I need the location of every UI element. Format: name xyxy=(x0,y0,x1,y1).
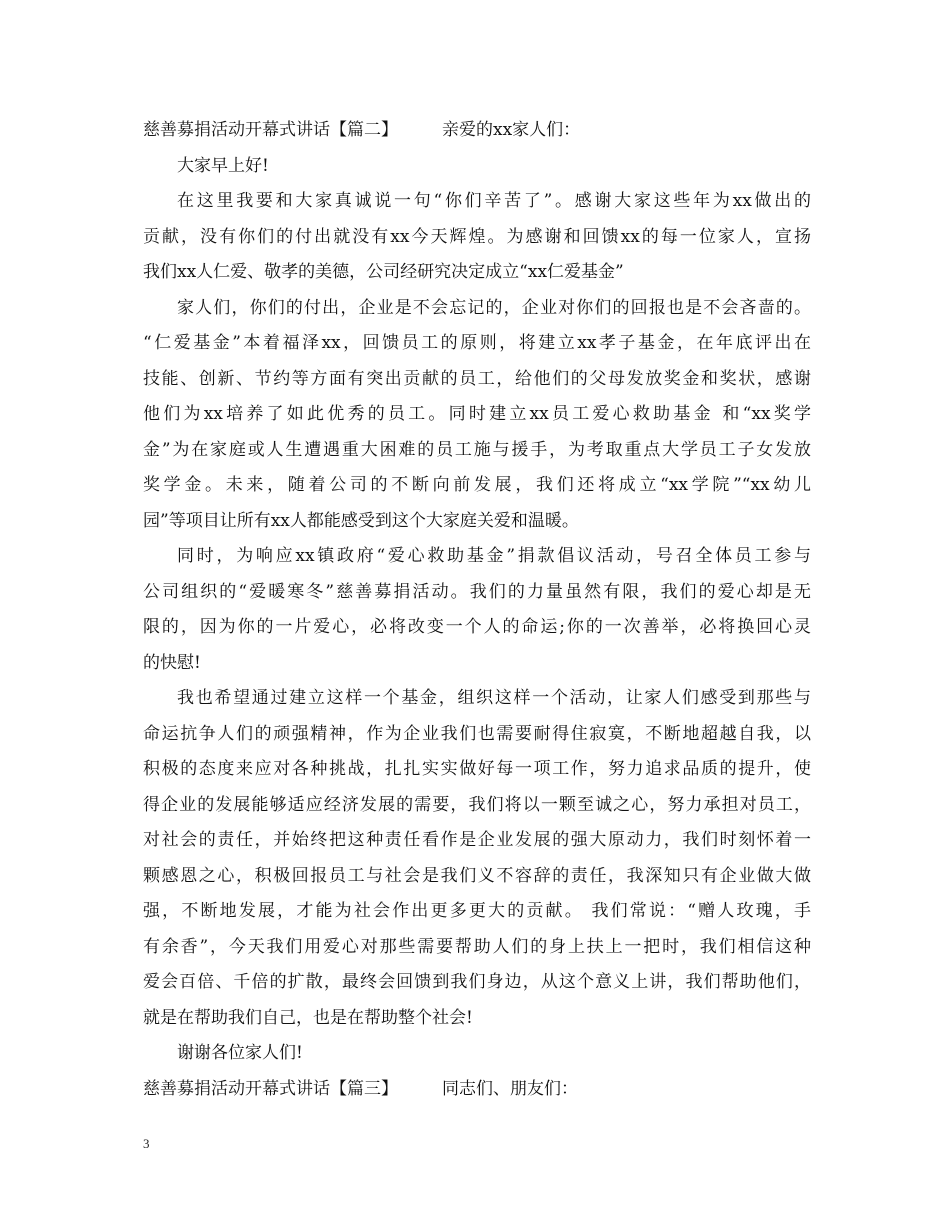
section-heading: 慈善募捐活动开幕式讲话【篇三】 xyxy=(143,1078,398,1099)
paragraph-line: 对社会的责任，并始终把这种责任看作是企业发展的强大原动力，我们时刻怀着一 xyxy=(143,830,811,850)
paragraph-line: 就是在帮助我们自己，也是在帮助整个社会! xyxy=(143,1007,473,1028)
paragraph-line: 奖学金。未来，随着公司的不断向前发展，我们还将成立“xx学院”“xx幼儿 xyxy=(143,475,811,495)
paragraph-line: 他们为xx培养了如此优秀的员工。同时建立xx员工爱心救助基金 和“xx奖学 xyxy=(143,404,811,424)
paragraph xyxy=(143,184,811,291)
paragraph-line: 在这里我要和大家真诚说一句“你们辛苦了”。感谢大家这些年为xx做出的 xyxy=(177,191,811,211)
paragraph-line: 得企业的发展能够适应经济发展的需要，我们将以一颗至诚之心，努力承担对员工， xyxy=(143,794,811,815)
paragraph-line: 贡献，没有你们的付出就没有xx今天辉煌。为感谢和回馈xx的每一位家人，宣扬 xyxy=(143,226,811,247)
section-heading-line xyxy=(143,113,811,149)
paragraph-line: 有余香”，今天我们用爱心对那些需要帮助人们的身上扶上一把时，我们相信这种 xyxy=(143,936,811,957)
salutation: 同志们、朋友们： xyxy=(442,1078,578,1099)
page-number: 3 xyxy=(143,1136,150,1151)
paragraph-line: 颗感恩之心，积极回报员工与社会是我们义不容辞的责任，我深知只有企业做大做 xyxy=(143,865,811,886)
paragraph-line: 命运抗争人们的顽强精神，作为企业我们也需要耐得住寂寞，不断地超越自我，以 xyxy=(143,723,811,744)
closing-line: 谢谢各位家人们! xyxy=(177,1043,303,1063)
paragraph-line: 强，不断地发展，才能为社会作出更多更大的贡献。 我们常说：“赠人玫瑰，手 xyxy=(143,901,811,921)
salutation: 亲爱的xx家人们： xyxy=(442,120,581,140)
section-heading: 慈善募捐活动开幕式讲话【篇二】 xyxy=(143,120,398,140)
paragraph-line: “仁爱基金”本着福泽xx，回馈员工的原则，将建立xx孝子基金，在年底评出在 xyxy=(143,333,811,353)
greeting: 大家早上好! xyxy=(177,155,269,176)
paragraph-line: 同时，为响应xx镇政府“爱心救助基金”捐款倡议活动，号召全体员工参与 xyxy=(177,546,811,566)
paragraph-line: 我们xx人仁爱、敬孝的美德，公司经研究决定成立“xx仁爱基金” xyxy=(143,262,624,282)
paragraph-line: 积极的态度来应对各种挑战，扎扎实实做好每一项工作，努力追求品质的提升，使 xyxy=(143,759,811,779)
paragraph-line: 公司组织的“爱暖寒冬”慈善募捐活动。我们的力量虽然有限，我们的爱心却是无 xyxy=(143,581,811,602)
paragraph xyxy=(143,681,811,1036)
paragraph-line: 园”等项目让所有xx人都能感受到这个大家庭关爱和温暖。 xyxy=(143,510,579,531)
document-body xyxy=(143,113,811,1107)
section-heading-line xyxy=(143,1072,811,1108)
paragraph-line: 金”为在家庭或人生遭遇重大困难的员工施与援手，为考取重点大学员工子女发放 xyxy=(143,439,811,460)
paragraph-line: 技能、创新、节约等方面有突出贡献的员工，给他们的父母发放奖金和奖状，感谢 xyxy=(143,368,811,389)
paragraph-line: 爱会百倍、千倍的扩散，最终会回馈到我们身边，从这个意义上讲，我们帮助他们， xyxy=(143,972,811,992)
paragraph-line: 我也希望通过建立这样一个基金，组织这样一个活动，让家人们感受到那些与 xyxy=(177,688,811,708)
paragraph xyxy=(143,291,811,540)
paragraph xyxy=(143,539,811,681)
paragraph-line: 家人们，你们的付出，企业是不会忘记的，企业对你们的回报也是不会吝啬的。 xyxy=(177,297,811,318)
paragraph-line: 的快慰! xyxy=(143,652,201,673)
paragraph-line: 限的，因为你的一片爱心，必将改变一个人的命运;你的一次善举，必将换回心灵 xyxy=(143,617,811,637)
